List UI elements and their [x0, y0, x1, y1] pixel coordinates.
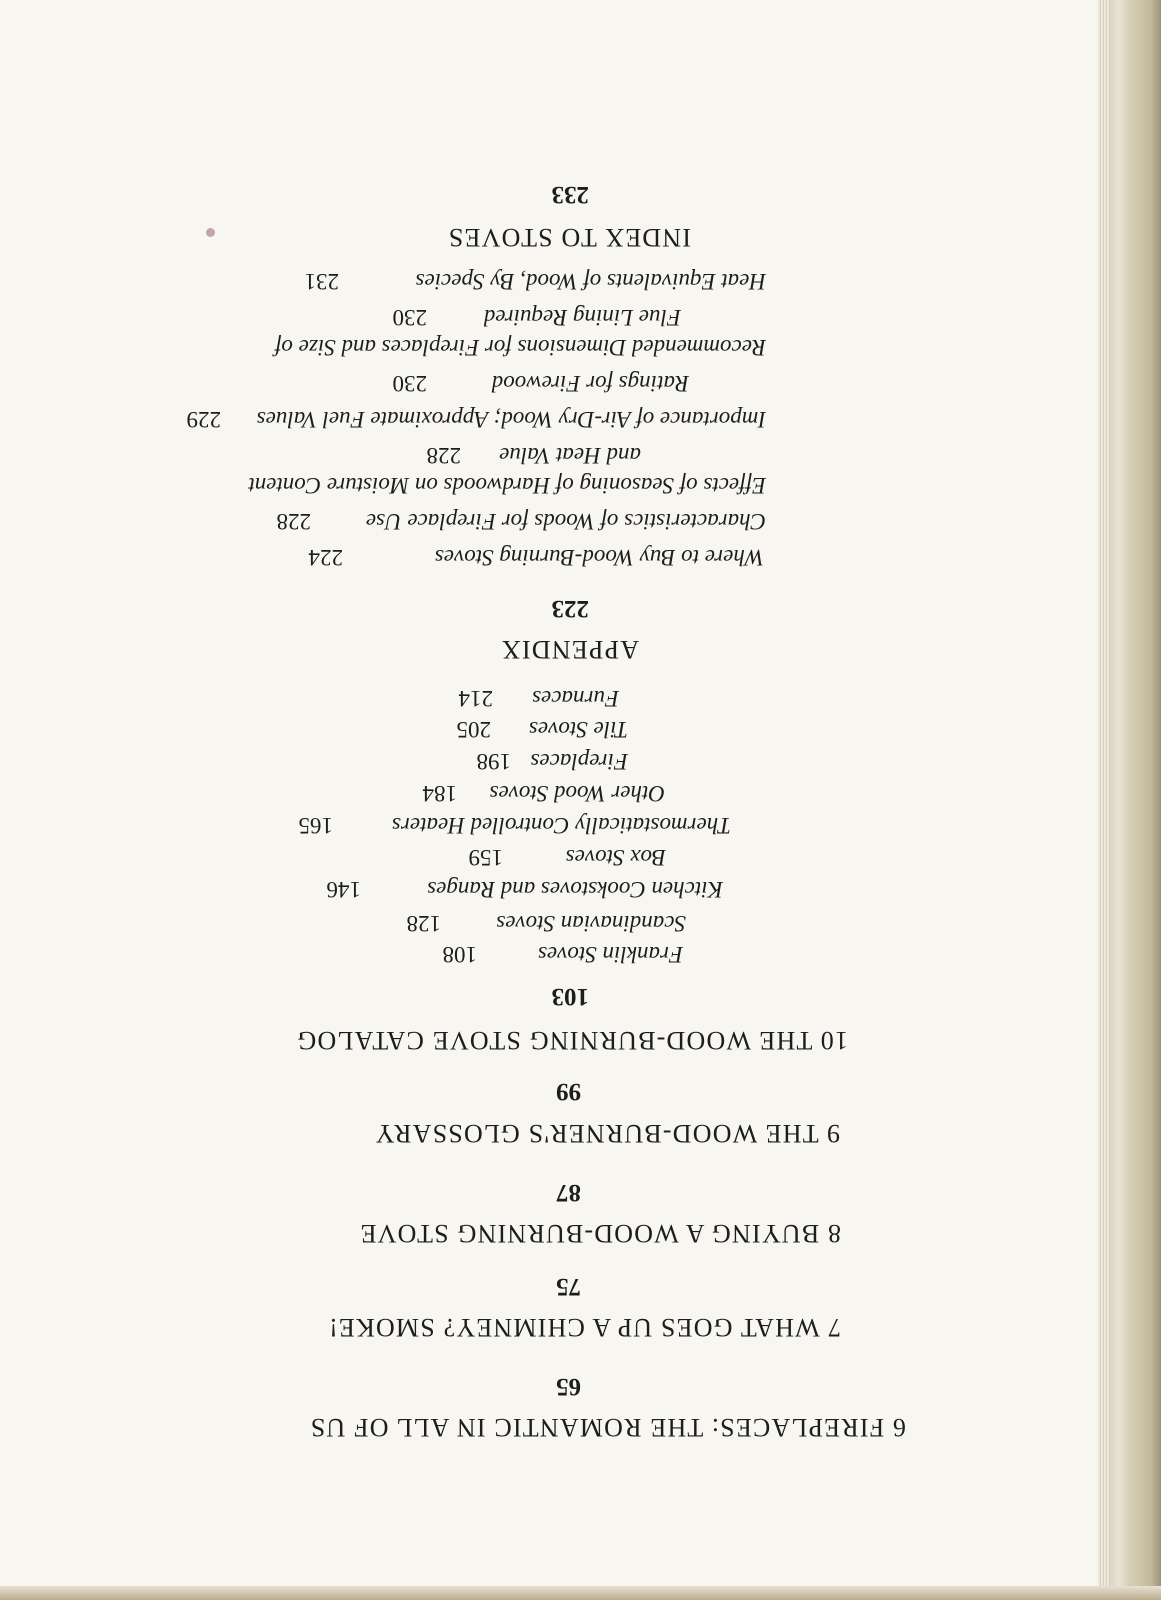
toc-entry-page: 159: [468, 845, 503, 870]
toc-entry-title: and Heat Value: [499, 443, 641, 468]
toc-entry-title: Effects of Seasoning of Hardwoods on Moisture Content: [248, 473, 766, 498]
toc-entry-page: 146: [326, 877, 361, 902]
toc-entry-title: Where to Buy Wood-Burning Stoves: [434, 545, 764, 570]
toc-chapter-8-title: 8 BUYING A WOOD-BURNING STOVE: [359, 1219, 841, 1248]
toc-entry-title: Tile Stoves: [528, 717, 628, 742]
toc-entry-title: Characteristics of Woods for Fireplace Use: [365, 509, 766, 534]
toc-chapter-10-title: 10 THE WOOD-BURNING STOVE CATALOG: [296, 1026, 848, 1055]
toc-entry-title: Ratings for Firewood: [491, 371, 689, 396]
toc-entry-title: Furnaces: [532, 686, 619, 711]
toc-entry-page: 228: [276, 509, 311, 534]
toc-chapter-6-page: 65: [556, 1373, 581, 1400]
toc-entry-page: 198: [476, 749, 511, 774]
toc-entry-page: 214: [458, 686, 493, 711]
toc-chapter-7-page: 75: [556, 1273, 581, 1300]
toc-entry-page: 205: [456, 717, 491, 742]
toc-appendix-title: APPENDIX: [500, 635, 639, 664]
toc-entry-page: 224: [308, 545, 343, 570]
toc-index-page: 233: [551, 181, 589, 208]
toc-entry-page: 228: [426, 443, 461, 468]
toc-entry-page: 230: [392, 371, 427, 396]
toc-index-title: INDEX TO STOVES: [447, 223, 691, 252]
toc-entry-title: Heat Equivalents of Wood, By Species: [415, 269, 766, 294]
toc-entry-title: Importance of Air-Dry Wood; Approximate Fuel Values: [256, 407, 766, 432]
toc-chapter-9-title: 9 THE WOOD-BURNER'S GLOSSARY: [374, 1119, 840, 1148]
toc-entry-page: 229: [186, 407, 221, 432]
toc-appendix-page: 223: [551, 595, 589, 622]
toc-entry-title: Other Wood Stoves: [489, 781, 665, 806]
toc-entry-title: Kitchen Cookstoves and Ranges: [427, 877, 723, 902]
toc-entry-title: Franklin Stoves: [538, 942, 683, 967]
toc-chapter-10-page: 103: [551, 983, 589, 1010]
toc-entry-title: Box Stoves: [565, 845, 666, 870]
toc-entry-page: 231: [304, 269, 339, 294]
toc-entry-page: 165: [298, 813, 333, 838]
toc-entry-title: Flue Lining Required: [483, 305, 681, 330]
toc-entry-page: 230: [392, 305, 427, 330]
toc-entry-title: Recommended Dimensions for Fireplaces and Size of: [275, 335, 766, 360]
toc-entry-title: Fireplaces: [530, 749, 628, 774]
toc-chapter-9-page: 99: [556, 1078, 581, 1105]
toc-entry-page: 108: [442, 942, 477, 967]
toc-chapter-6-title: 6 FIREPLACES: THE ROMANTIC IN ALL OF US: [309, 1413, 906, 1442]
toc-chapter-7-title: 7 WHAT GOES UP A CHIMNEY? SMOKE!: [327, 1313, 841, 1342]
toc-entry-page: 128: [406, 911, 441, 936]
toc-entry-title: Scandinavian Stoves: [496, 911, 686, 936]
toc-chapter-8-page: 87: [556, 1179, 581, 1206]
toc-entry-page: 184: [422, 781, 457, 806]
toc-entry-title: Thermostatically Controlled Heaters: [391, 813, 731, 838]
